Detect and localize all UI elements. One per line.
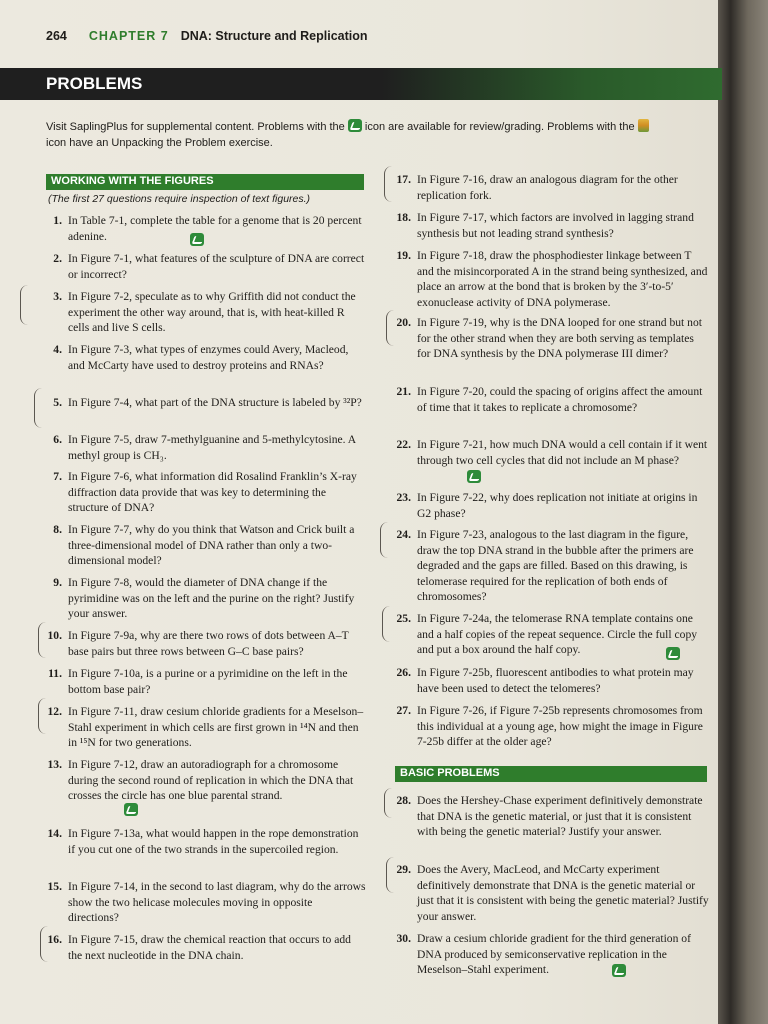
problem-16: 16. In Figure 7-15, draw the chemical reaction that occurs to add the next nucleotide in the DNA chain. bbox=[47, 933, 351, 962]
problems-banner bbox=[0, 68, 722, 100]
problem-17: 17. In Figure 7-16, draw an analogous diagram for the other replication fork. bbox=[396, 173, 678, 202]
sapling-grading-icon bbox=[348, 119, 362, 132]
grading-icon-25 bbox=[666, 647, 680, 660]
problem-19: 19. In Figure 7-18, draw the phosphodiester linkage between T and the misincorporated A in the strand being synthesized, and place an arrow at the bond that is broken by the 3′-to-5′ exonuclease activity of DNA polymerase. bbox=[396, 249, 708, 309]
problem-15: 15. In Figure 7-14, in the second to last diagram, why do the arrows show the two helicase molecules moving in opposite directions? bbox=[47, 880, 366, 925]
problem-20: 20. In Figure 7-19, why is the DNA looped for one strand but not for the other strand when they are both serving as templates for DNA synthesis by the DNA polymerase III dimer? bbox=[396, 316, 702, 361]
problem-24: 24. In Figure 7-23, analogous to the last diagram in the figure, draw the top DNA strand in the bubble after the primers are degraded and the gaps are filled. Based on this drawing, is telomerase required for the replication of both ends of chromosomes? bbox=[396, 528, 694, 604]
section-working-with-figures: WORKING WITH THE FIGURES bbox=[46, 174, 364, 190]
problem-4: 4. In Figure 7-3, what types of enzymes could Avery, Macleod, and McCarty have used to destroy proteins and RNAs? bbox=[53, 343, 349, 372]
intro-part-3: icon have an Unpacking the Problem exercise. bbox=[46, 137, 273, 149]
pen-mark bbox=[20, 285, 28, 325]
problem-14: 14. In Figure 7-13a, what would happen in the rope demonstration if you cut one of the two strands in the supercoiled region. bbox=[47, 827, 359, 856]
problem-21: 21. In Figure 7-20, could the spacing of origins affect the amount of time that it takes to replicate a chromosome? bbox=[396, 385, 703, 414]
intro-part-1: Visit SaplingPlus for supplemental content. Problems with the bbox=[46, 121, 345, 133]
problem-9: 9. In Figure 7-8, would the diameter of DNA change if the pyrimidine was on the left and the purine on the right? Justify your answer. bbox=[53, 576, 355, 621]
problem-7: 7. In Figure 7-6, what information did Rosalind Franklin’s X-ray diffraction data provide that was key to determining the structure of DNA? bbox=[53, 470, 357, 515]
intro-part-2: icon are available for review/grading. Problems with the bbox=[364, 121, 635, 133]
problem-12: 12. In Figure 7-11, draw cesium chloride gradients for a Meselson–Stahl experiment in which cells are first grown in ¹⁴N and then in ¹⁵N for two generations. bbox=[47, 705, 364, 750]
pen-mark bbox=[382, 606, 390, 642]
problem-28: 28. Does the Hershey-Chase experiment definitively demonstrate that DNA is the genetic material, or just that it is consistent with being the genetic material? Justify your answer. bbox=[396, 794, 703, 839]
pen-mark bbox=[38, 622, 46, 658]
problem-6: 6. In Figure 7-5, draw 7-methylguanine and 5-methylcytosine. A methyl group is CH₃. bbox=[53, 433, 356, 462]
pen-mark bbox=[384, 166, 392, 202]
pen-mark bbox=[386, 857, 394, 893]
book-spine bbox=[718, 0, 768, 1024]
grading-icon-22 bbox=[467, 470, 481, 483]
pen-mark bbox=[380, 522, 388, 558]
problem-30: 30. Draw a cesium chloride gradient for the third generation of DNA produced by semiconservative replication in the Meselson–Stahl experiment. bbox=[396, 932, 691, 977]
problem-5: 5. In Figure 7-4, what part of the DNA structure is labeled by ³²P? bbox=[53, 396, 362, 409]
problem-29: 29. Does the Avery, MacLeod, and McCarty experiment definitively demonstrate that DNA is the genetic material or just that it is consistent with being the genetic material? Justify your answer. bbox=[396, 863, 709, 923]
pen-mark bbox=[38, 698, 46, 734]
grading-icon-1 bbox=[190, 233, 204, 246]
grading-icon-13 bbox=[124, 803, 138, 816]
problem-27: 27. In Figure 7-26, if Figure 7-25b represents chromosomes from this individual at a young age, how might the image in Figure 7-25b differ at the older age? bbox=[396, 704, 703, 749]
chapter-title: DNA: Structure and Replication bbox=[180, 29, 368, 43]
pen-mark bbox=[40, 926, 48, 962]
problem-2: 2. In Figure 7-1, what features of the sculpture of DNA are correct or incorrect? bbox=[53, 252, 365, 281]
section-working-note: (The first 27 questions require inspection of text figures.) bbox=[48, 193, 311, 205]
problem-11: 11. In Figure 7-10a, is a purine or a pyrimidine on the left in the bottom base pair? bbox=[48, 667, 348, 696]
problem-3: 3. In Figure 7-2, speculate as to why Griffith did not conduct the experiment the other way around, that is, with heat-killed R cells and live S cells. bbox=[53, 290, 356, 335]
page-number: 264 bbox=[46, 29, 67, 43]
pen-mark bbox=[34, 388, 42, 428]
problem-25: 25. In Figure 7-24a, the telomerase RNA template contains one and a half copies of the repeat sequence. Circle the full copy and put a box around the half copy. bbox=[396, 612, 698, 657]
problem-26: 26. In Figure 7-25b, fluorescent antibodies to what protein may have been used to detect the telomeres? bbox=[396, 666, 694, 695]
problem-23: 23. In Figure 7-22, why does replication not initiate at origins in G2 phase? bbox=[396, 491, 698, 520]
problem-8: 8. In Figure 7-7, why do you think that Watson and Crick built a three-dimensional model of DNA rather than only a two-dimensional model? bbox=[53, 523, 355, 568]
chapter-label: CHAPTER 7 bbox=[88, 29, 169, 43]
running-header bbox=[46, 29, 368, 43]
problem-22: 22. In Figure 7-21, how much DNA would a cell contain if it went through two cell cycles that did not include an M phase? bbox=[396, 438, 708, 467]
problem-10: 10. In Figure 7-9a, why are there two rows of dots between A–T base pairs but three rows between G–C base pairs? bbox=[47, 629, 349, 658]
problem-18: 18. In Figure 7-17, which factors are involved in lagging strand synthesis but not leading strand synthesis? bbox=[396, 211, 694, 240]
unpacking-cube-icon bbox=[638, 119, 649, 132]
banner-title: PROBLEMS bbox=[46, 74, 143, 93]
section-basic-problems: BASIC PROBLEMS bbox=[395, 766, 707, 782]
problem-1: 1. In Table 7-1, complete the table for a genome that is 20 percent adenine. bbox=[53, 214, 362, 243]
pen-mark bbox=[386, 310, 394, 346]
grading-icon-30 bbox=[612, 964, 626, 977]
pen-mark bbox=[384, 788, 392, 818]
intro-text bbox=[46, 119, 716, 151]
problem-13: 13. In Figure 7-12, draw an autoradiograph for a chromosome during the second round of replication in which the DNA that crosses the circle has one blue parental strand. bbox=[47, 758, 354, 803]
